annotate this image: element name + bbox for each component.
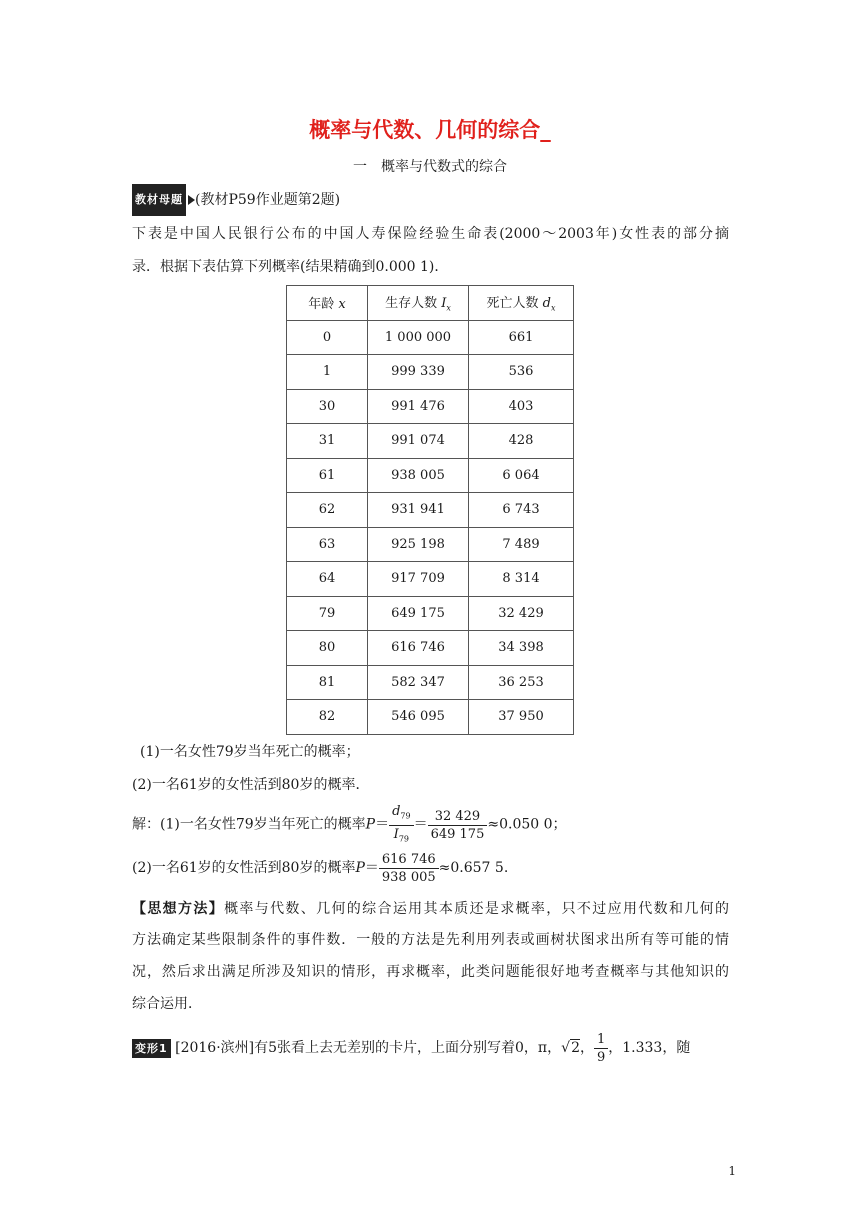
table-row <box>287 424 574 459</box>
cell-deaths: 36 253 <box>469 665 574 700</box>
page-number: 1 <box>728 1164 736 1178</box>
method-label: 【思想方法】 <box>132 901 225 917</box>
cell-deaths: 403 <box>469 389 574 424</box>
header-survivors: 生存人数 $I_x$ <box>368 286 469 321</box>
cell-survivors: 917 709 <box>368 562 469 597</box>
method-line-1: 【思想方法】概率与代数、几何的综合运用其本质还是求概率，只不过应用代数和几何的 <box>132 901 730 917</box>
table-row <box>287 631 574 666</box>
cell-age: 81 <box>287 665 368 700</box>
cell-survivors: 616 746 <box>368 631 469 666</box>
cell-survivors: 582 347 <box>368 665 469 700</box>
fraction-one-ninth: $\frac{1}{9}$ <box>594 1031 608 1066</box>
table-row <box>287 320 574 355</box>
variant-badge: 变形1 <box>132 1039 171 1058</box>
solution-1-result: ≈0.050 0； <box>487 816 567 833</box>
fraction-d79-over-I79: $\frac{d_{79}}{I_{79}}$ <box>389 803 414 847</box>
table-row <box>287 527 574 562</box>
solution-1: 解：(1)一名女性79岁当年死亡的概率P＝ $\frac{d_{79}}{I_{79}}$ ＝ $\frac{32 429}{649 175}$ ≈0.050 0； <box>132 803 567 847</box>
solution-2-prefix: (2)一名61岁的女性活到80岁的概率 <box>132 860 356 876</box>
table-row <box>287 700 574 735</box>
source-line <box>132 184 340 216</box>
intro-line-2: 录．根据下表估算下列概率(结果精确到0.000 1)． <box>132 259 449 275</box>
cell-survivors: 938 005 <box>368 458 469 493</box>
cell-age: 64 <box>287 562 368 597</box>
cell-age: 82 <box>287 700 368 735</box>
life-table <box>286 285 574 735</box>
cell-age: 61 <box>287 458 368 493</box>
cell-age: 79 <box>287 596 368 631</box>
table-body <box>287 320 574 734</box>
cell-survivors: 649 175 <box>368 596 469 631</box>
table-row <box>287 458 574 493</box>
table-row <box>287 389 574 424</box>
cell-deaths: 6 064 <box>469 458 574 493</box>
cell-deaths: 37 950 <box>469 700 574 735</box>
method-line-4: 综合运用． <box>132 996 202 1012</box>
cell-age: 31 <box>287 424 368 459</box>
method-line-3: 况，然后求出满足所涉及知识的情形，再求概率，此类问题能很好地考查概率与其他知识的 <box>132 964 729 980</box>
cell-age: 63 <box>287 527 368 562</box>
cell-age: 1 <box>287 355 368 390</box>
cell-age: 0 <box>287 320 368 355</box>
cell-deaths: 536 <box>469 355 574 390</box>
fraction-deaths-over-survivors: $\frac{32 429}{649 175}$ <box>428 808 488 843</box>
cell-age: 62 <box>287 493 368 528</box>
header-deaths: 死亡人数 $d_x$ <box>469 286 574 321</box>
table-header-row <box>287 286 574 321</box>
question-2: (2)一名61岁的女性活到80岁的概率． <box>132 777 370 793</box>
solution-2-result: ≈0.657 5. <box>438 860 509 876</box>
variant-1: 变形1 [2016·滨州]有5张看上去无差别的卡片，上面分别写着0，π，√2， $\frac{1}{9}$ ，1.333，随 <box>132 1031 690 1066</box>
solution-1-prefix: 解：(1)一名女性79岁当年死亡的概率 <box>132 816 366 833</box>
table-row <box>287 493 574 528</box>
intro-line-1: 下表是中国人民银行公布的中国人寿保险经验生命表(2000～2003年)女性表的部分摘 <box>132 226 729 242</box>
cell-deaths: 32 429 <box>469 596 574 631</box>
cell-survivors: 991 074 <box>368 424 469 459</box>
cell-age: 80 <box>287 631 368 666</box>
play-triangle-icon <box>188 195 195 205</box>
cell-deaths: 34 398 <box>469 631 574 666</box>
cell-survivors: 546 095 <box>368 700 469 735</box>
cell-survivors: 931 941 <box>368 493 469 528</box>
cell-deaths: 7 489 <box>469 527 574 562</box>
method-line-2: 方法确定某些限制条件的事件数．一般的方法是先利用列表或画树状图求出所有等可能的情 <box>132 932 729 948</box>
cell-age: 30 <box>287 389 368 424</box>
cell-deaths: 661 <box>469 320 574 355</box>
source-note: (教材P59作业题第2题) <box>195 192 341 208</box>
cell-deaths: 8 314 <box>469 562 574 597</box>
cell-survivors: 1 000 000 <box>368 320 469 355</box>
cell-survivors: 925 198 <box>368 527 469 562</box>
cell-deaths: 6 743 <box>469 493 574 528</box>
page-title: 概率与代数、几何的综合_ <box>309 118 551 142</box>
cell-survivors: 991 476 <box>368 389 469 424</box>
question-1: (1)一名女性79岁当年死亡的概率； <box>140 744 360 760</box>
table-row <box>287 562 574 597</box>
table-row <box>287 355 574 390</box>
fraction-survival: $\frac{616 746}{938 005}$ <box>379 851 439 886</box>
section-heading: 一 概率与代数式的综合 <box>353 159 507 175</box>
cell-survivors: 999 339 <box>368 355 469 390</box>
table-row <box>287 596 574 631</box>
header-age: 年龄 x <box>287 286 368 321</box>
table-row <box>287 665 574 700</box>
cell-deaths: 428 <box>469 424 574 459</box>
variant-text: [2016·滨州]有5张看上去无差别的卡片，上面分别写着0，π， <box>175 1040 562 1056</box>
solution-2: (2)一名61岁的女性活到80岁的概率P＝ $\frac{616 746}{938 005}$ ≈0.657 5. <box>132 852 509 885</box>
variant-tail: ，1.333，随 <box>608 1040 691 1056</box>
source-badge: 教材母题 <box>132 184 186 216</box>
